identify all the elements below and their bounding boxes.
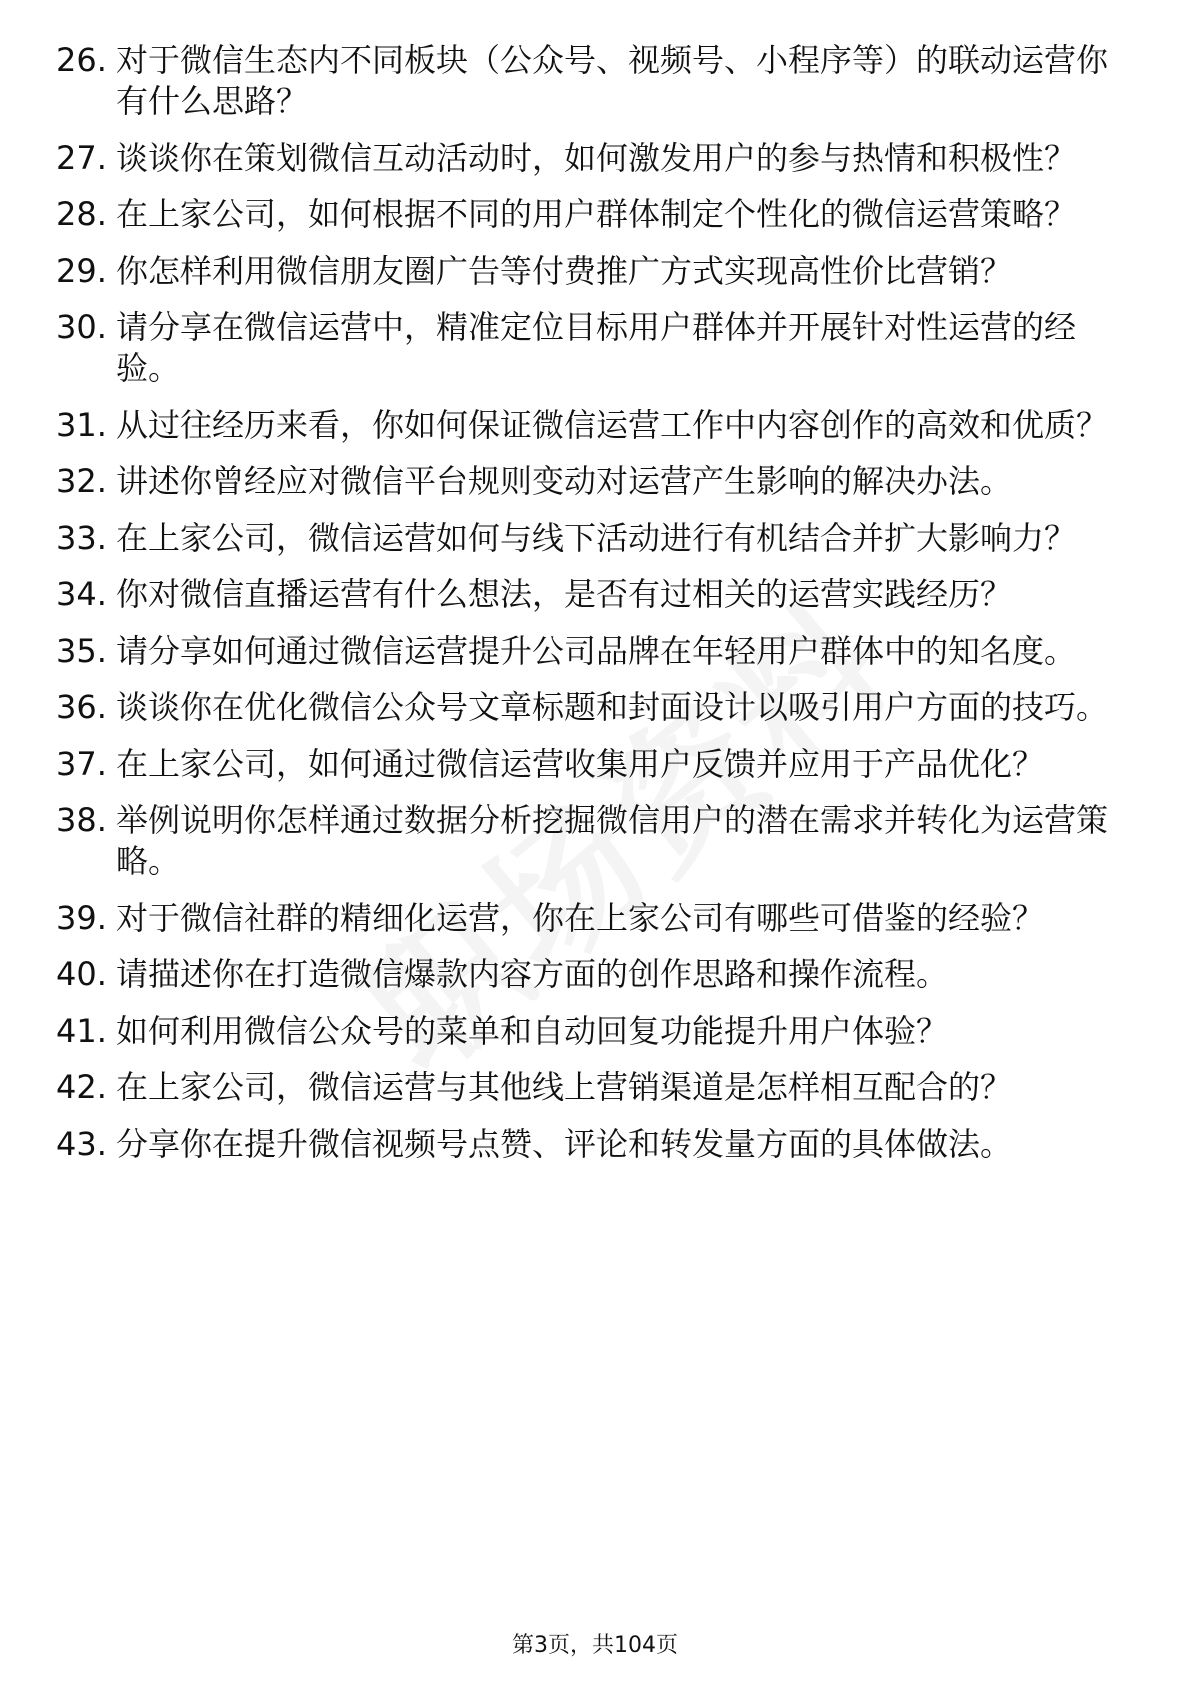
question-text: 分享你在提升微信视频号点赞、评论和转发量方面的具体做法。: [116, 1124, 1013, 1163]
question-text: 在上家公司，如何通过微信运营收集用户反馈并应用于产品优化？: [116, 744, 1045, 783]
question-number: 37.: [56, 744, 107, 783]
question-text: 讲述你曾经应对微信平台规则变动对运营产生影响的解决办法。: [116, 462, 1013, 500]
question-number: 38.: [56, 801, 107, 839]
question-text: 对于微信社群的精细化运营，你在上家公司有哪些可借鉴的经验？: [116, 898, 1045, 937]
question-number: 43.: [56, 1124, 107, 1163]
question-number: 36.: [56, 688, 107, 726]
list-item: [0, 461, 1190, 502]
question-text: 谈谈你在策划微信互动活动时，如何激发用户的参与热情和积极性？: [116, 138, 1077, 177]
question-number: 26.: [56, 41, 107, 79]
question-number: 27.: [56, 138, 107, 177]
question-text: 在上家公司，微信运营与其他线上营销渠道是怎样相互配合的？: [116, 1068, 1013, 1106]
question-number: 28.: [56, 195, 107, 233]
list-item: [0, 954, 1190, 995]
list-item: [0, 518, 1190, 559]
list-item: [0, 251, 1190, 292]
question-text: 如何利用微信公众号的菜单和自动回复功能提升用户体验？: [116, 1011, 949, 1050]
question-number: 34.: [56, 575, 107, 613]
question-text: 你对微信直播运营有什么想法，是否有过相关的运营实践经历？: [116, 575, 1013, 613]
question-number: 30.: [56, 308, 107, 346]
question-number: 41.: [56, 1011, 107, 1050]
list-item: [0, 405, 1190, 446]
list-item: [0, 631, 1190, 672]
list-item: [0, 194, 1190, 235]
question-number: 35.: [56, 631, 107, 670]
question-text: 在上家公司，如何根据不同的用户群体制定个性化的微信运营策略？: [116, 195, 1077, 233]
page-number-label: 第3页，共104页: [512, 1633, 678, 1658]
list-item: [0, 687, 1190, 728]
question-text: 谈谈你在优化微信公众号文章标题和封面设计以吸引用户方面的技巧。: [116, 688, 1109, 726]
question-text: 你怎样利用微信朋友圈广告等付费推广方式实现高性价比营销？: [116, 251, 1013, 290]
question-number: 32.: [56, 462, 107, 500]
question-text: 请分享在微信运营中，精准定位目标用户群体并开展针对性运营的经验。: [116, 308, 1077, 387]
list-item: [0, 1011, 1190, 1052]
question-number: 29.: [56, 251, 107, 290]
list-item: [0, 574, 1190, 615]
list-item: [0, 744, 1190, 785]
question-number: 40.: [56, 955, 107, 993]
list-item: [0, 138, 1190, 179]
list-item: [0, 1124, 1190, 1165]
question-text: 对于微信生态内不同板块（公众号、视频号、小程序等）的联动运营你有什么思路？: [116, 41, 1109, 120]
question-number: 31.: [56, 405, 107, 444]
question-number: 42.: [56, 1068, 107, 1106]
list-item: [0, 40, 1190, 122]
question-text: 在上家公司，微信运营如何与线下活动进行有机结合并扩大影响力？: [116, 518, 1077, 557]
question-text: 请描述你在打造微信爆款内容方面的创作思路和操作流程。: [116, 955, 949, 993]
question-text: 从过往经历来看，你如何保证微信运营工作中内容创作的高效和优质？: [116, 405, 1109, 444]
question-text: 举例说明你怎样通过数据分析挖掘微信用户的潜在需求并转化为运营策略。: [116, 801, 1109, 880]
list-item: [0, 307, 1190, 389]
question-list: [0, 40, 1190, 1180]
page-footer: [0, 1633, 1190, 1659]
list-item: [0, 1067, 1190, 1108]
question-text: 请分享如何通过微信运营提升公司品牌在年轻用户群体中的知名度。: [116, 631, 1077, 670]
list-item: [0, 800, 1190, 882]
question-number: 39.: [56, 898, 107, 937]
list-item: [0, 898, 1190, 939]
question-number: 33.: [56, 518, 107, 557]
